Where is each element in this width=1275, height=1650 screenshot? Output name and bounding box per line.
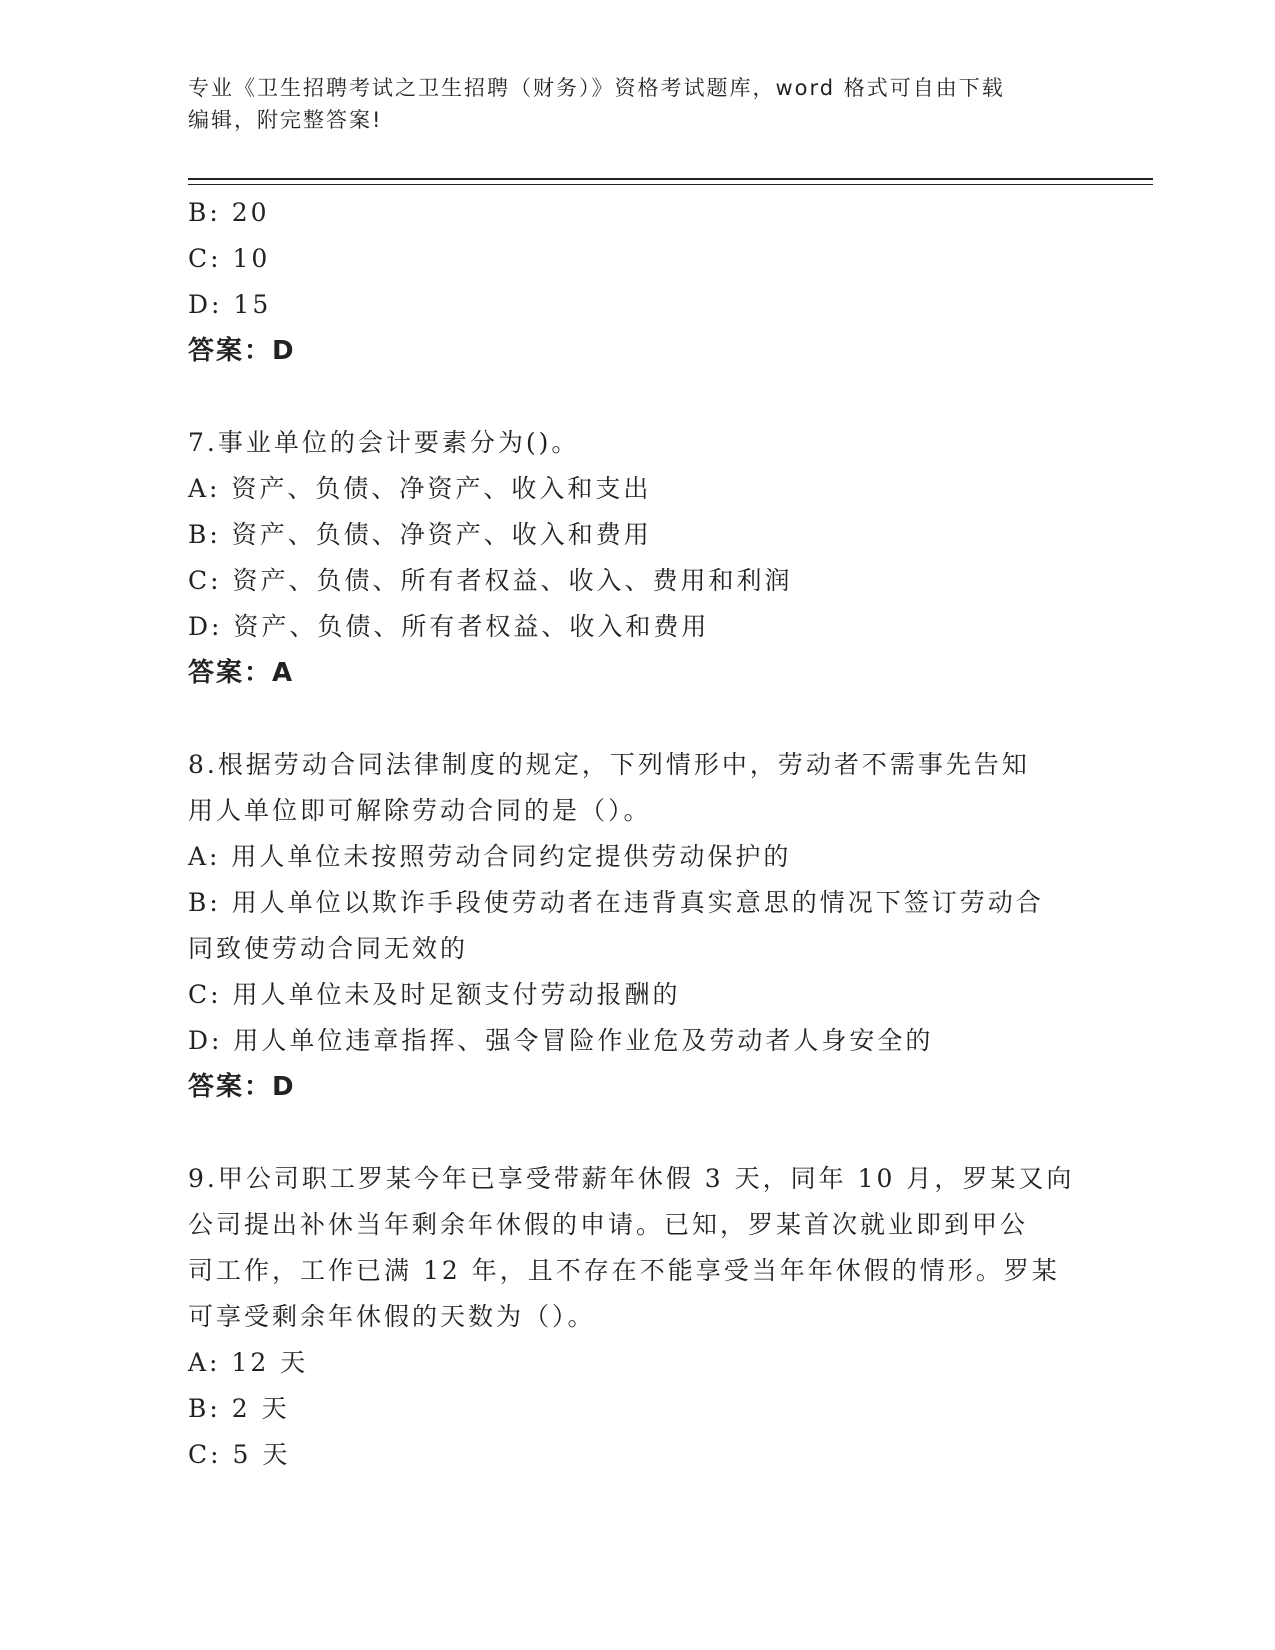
q8-question-line-1: 8.根据劳动合同法律制度的规定，下列情形中，劳动者不需事先告知	[188, 750, 1030, 779]
q9-question-line-4: 可享受剩余年休假的天数为（）。	[188, 1302, 596, 1331]
q8-option-c: C: 用人单位未及时足额支付劳动报酬的	[188, 980, 681, 1009]
q9-question-line-3: 司工作，工作已满 12 年，且不存在不能享受当年年休假的情形。罗某	[188, 1256, 1060, 1285]
q7-option-a: A: 资产、负债、净资产、收入和支出	[188, 474, 652, 503]
q8-option-a: A: 用人单位未按照劳动合同约定提供劳动保护的	[188, 842, 792, 871]
q6-option-c: C: 10	[188, 244, 271, 273]
q7-question: 7.事业单位的会计要素分为()。	[188, 428, 580, 457]
q8-question-line-2: 用人单位即可解除劳动合同的是（）。	[188, 796, 652, 825]
q8-option-b-line-2: 同致使劳动合同无效的	[188, 934, 469, 963]
q8-option-b-line-1: B: 用人单位以欺诈手段使劳动者在违背真实意思的情况下签订劳动合	[188, 888, 1044, 917]
document-header	[188, 72, 1088, 136]
q6-answer: 答案：D	[188, 336, 296, 366]
q6-option-d: D: 15	[188, 290, 272, 319]
q7-answer: 答案：A	[188, 658, 295, 688]
q9-question-line-2: 公司提出补休当年剩余年休假的申请。已知，罗某首次就业即到甲公	[188, 1210, 1029, 1239]
question-6	[188, 190, 1088, 374]
q9-option-b: B: 2 天	[188, 1394, 290, 1423]
q9-option-a: A: 12 天	[188, 1348, 309, 1377]
q9-option-c: C: 5 天	[188, 1440, 291, 1469]
q8-option-d: D: 用人单位违章指挥、强令冒险作业危及劳动者人身安全的	[188, 1026, 934, 1055]
q6-option-b: B: 20	[188, 198, 270, 227]
question-9	[188, 1156, 1088, 1478]
q7-option-b: B: 资产、负债、净资产、收入和费用	[188, 520, 652, 549]
q8-answer: 答案：D	[188, 1072, 296, 1102]
q7-option-d: D: 资产、负债、所有者权益、收入和费用	[188, 612, 710, 641]
header-line-2: 编辑，附完整答案!	[188, 108, 383, 132]
q7-option-c: C: 资产、负债、所有者权益、收入、费用和利润	[188, 566, 793, 595]
question-8	[188, 742, 1088, 1110]
header-divider-thick	[188, 178, 1153, 180]
header-line-1: 专业《卫生招聘考试之卫生招聘（财务）》资格考试题库，word 格式可自由下载	[188, 76, 1005, 100]
question-7	[188, 420, 1088, 696]
document-body	[188, 190, 1088, 1478]
header-divider-thin	[188, 184, 1153, 185]
q9-question-line-1: 9.甲公司职工罗某今年已享受带薪年休假 3 天，同年 10 月，罗某又向	[188, 1164, 1075, 1193]
